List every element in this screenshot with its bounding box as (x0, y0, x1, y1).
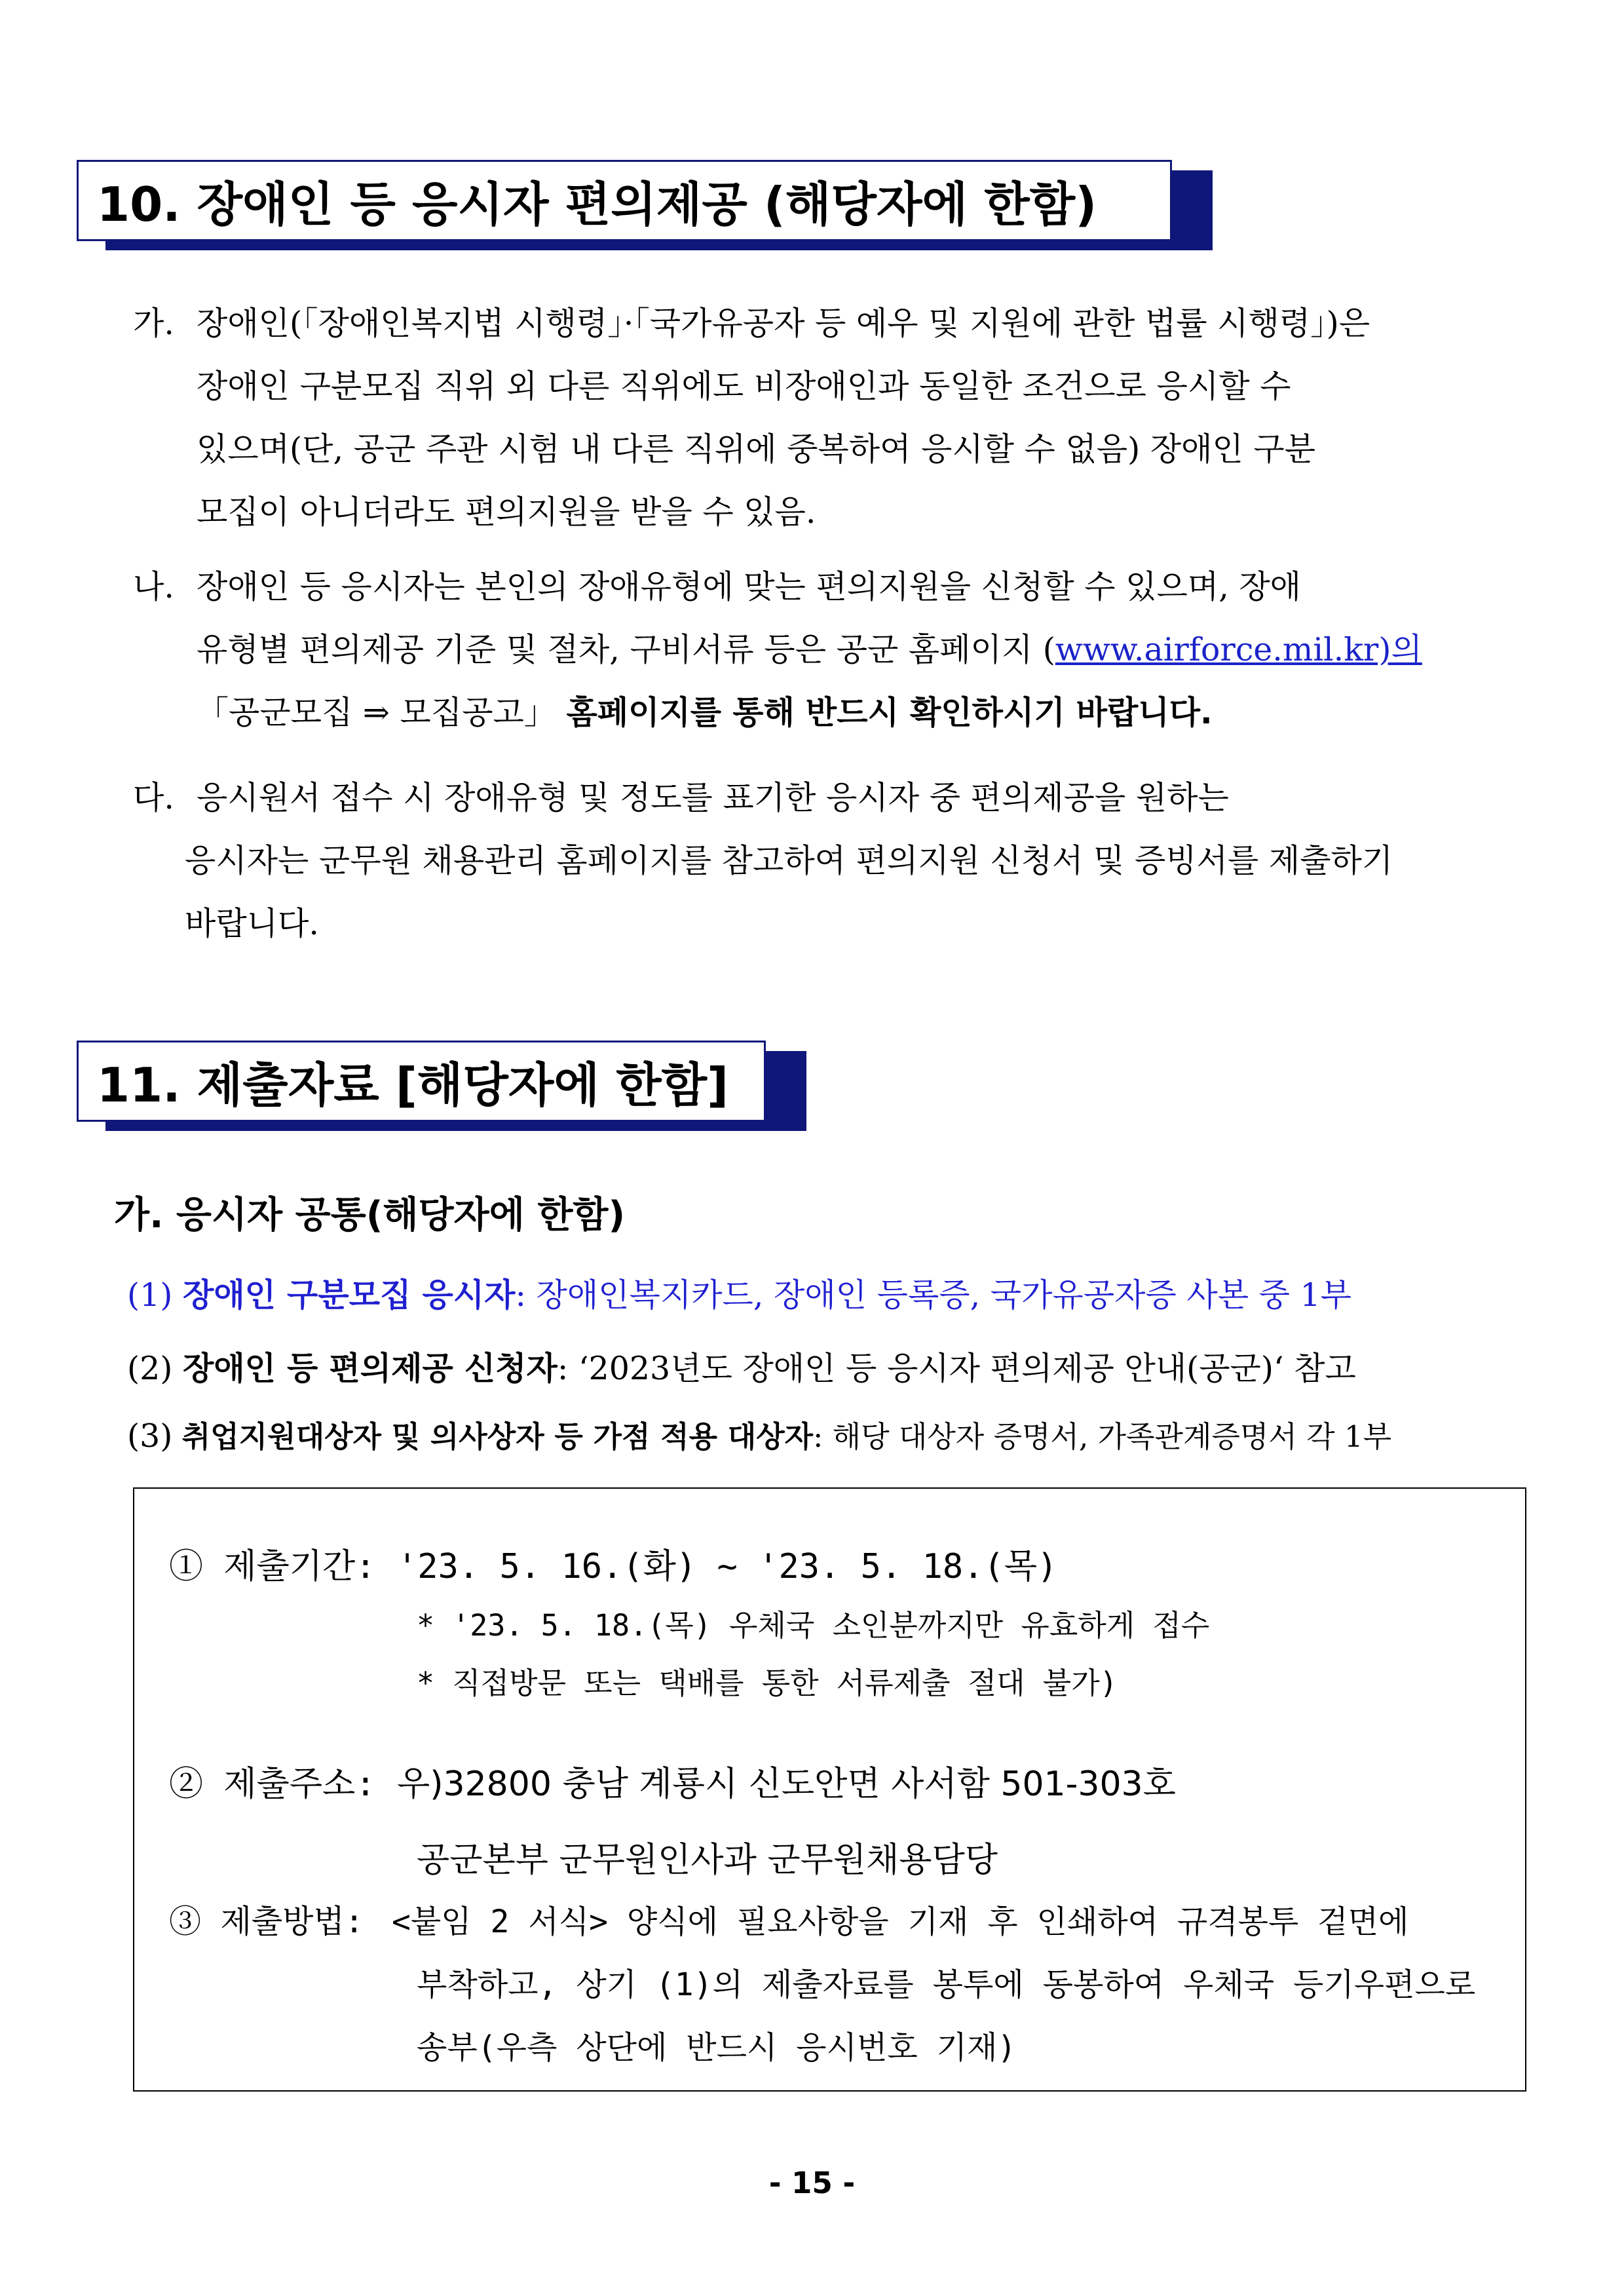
page-number: - 15 - (768, 2166, 856, 2200)
item-label: 장애인 구분모집 응시자 (183, 1276, 516, 1314)
text-line: 있으며(단, 공군 주관 시험 내 다른 직위에 중복하여 응시할 수 없음) 장애인 구분 (197, 430, 1316, 468)
item-marker: 가. (133, 305, 174, 342)
method-label: ③ 제출방법: (169, 1903, 364, 1940)
submission-item-2 (127, 1343, 1356, 1389)
item-marker: 나. (133, 568, 174, 605)
item-text: : 장애인복지카드, 장애인 등록증, 국가유공자증 사본 중 1부 (515, 1276, 1352, 1314)
address-value: 우)32800 충남 계룡시 신도안면 사서함 501-303호 (397, 1765, 1176, 1804)
item-number: (1) (127, 1276, 173, 1314)
text-fragment: 유형별 편의제공 기준 및 절차, 구비서류 등은 공군 홈페이지 ( (197, 631, 1055, 668)
text-line: 응시자는 군무원 채용관리 홈페이지를 참고하여 편의지원 신청서 및 증빙서를 제출하기 (185, 842, 1393, 879)
section-10-item-na (197, 556, 1533, 744)
text-line (197, 681, 1533, 744)
submission-item-1 (127, 1270, 1351, 1316)
section-10-item-ga (197, 292, 1533, 544)
section-10-title: 10. 장애인 등 응시자 편의제공 (해당자에 한함) (97, 177, 1097, 232)
period-label: ① 제출기간: (169, 1547, 376, 1586)
submission-item-3 (127, 1413, 1391, 1455)
section-11-subtitle: 가. 응시자 공통(해당자에 한함) (114, 1194, 626, 1236)
text-line (197, 619, 1533, 681)
method-value-line3: 송부(우측 상단에 반드시 응시번호 기재) (417, 2029, 1017, 2066)
section-11-title: 11. 제출자료 [해당자에 한함] (97, 1058, 729, 1113)
text-line: 응시원서 접수 시 장애유형 및 정도를 표기한 응시자 중 편의제공을 원하는 (197, 779, 1229, 816)
item-marker: 다. (133, 779, 174, 816)
address-label: ② 제출주소: (169, 1765, 376, 1804)
airforce-homepage-link[interactable]: www.airforce.mil.kr)의 (1055, 631, 1422, 668)
text-line: 바랍니다. (185, 905, 319, 942)
item-label: 취업지원대상자 및 의사상자 등 가점 적용 대상자 (181, 1419, 814, 1454)
item-text: : 해당 대상자 증명서, 가족관계증명서 각 1부 (813, 1419, 1392, 1454)
period-value: '23. 5. 16.(화) ~ '23. 5. 18.(목) (397, 1547, 1058, 1586)
item-number: (2) (127, 1350, 173, 1387)
text-line: 장애인 구분모집 직위 외 다른 직위에도 비장애인과 동일한 조건으로 응시할 수 (197, 368, 1291, 405)
section-10-item-da (185, 767, 1521, 955)
bold-notice: 홈페이지를 통해 반드시 확인하시기 바랍니다. (566, 694, 1213, 731)
text-line: 장애인(「장애인복지법 시행령」·「국가유공자 등 예우 및 지원에 관한 법률 시행령」)은 (197, 305, 1370, 342)
header-box (77, 160, 1172, 241)
address-value-line2: 공군본부 군무원인사과 군무원채용담당 (417, 1841, 998, 1880)
period-note: * '23. 5. 18.(목) 우체국 소인분까지만 유효하게 접수 (417, 1608, 1210, 1643)
item-label: 장애인 등 편의제공 신청자 (183, 1350, 557, 1387)
text-line: 모집이 아니더라도 편의지원을 받을 수 있음. (197, 493, 816, 531)
text-line: 장애인 등 응시자는 본인의 장애유형에 맞는 편의지원을 신청할 수 있으며, 장애 (197, 568, 1302, 605)
method-value: <붙임 2 서식> 양식에 필요사항을 기재 후 인쇄하여 규격봉투 겉면에 (392, 1904, 1409, 1940)
header-box (77, 1041, 766, 1122)
method-value-line2: 부착하고, 상기 (1)의 제출자료를 봉투에 동봉하여 우체국 등기우편으로 (417, 1966, 1476, 2003)
item-text: : ‘2023년도 장애인 등 응시자 편의제공 안내(공군)‘ 참고 (557, 1350, 1356, 1387)
period-note: * 직접방문 또는 택배를 통한 서류제출 절대 불가) (417, 1666, 1118, 1700)
item-number: (3) (127, 1417, 173, 1455)
text-fragment: 「공군모집 ⇒ 모집공고」 (197, 694, 556, 731)
